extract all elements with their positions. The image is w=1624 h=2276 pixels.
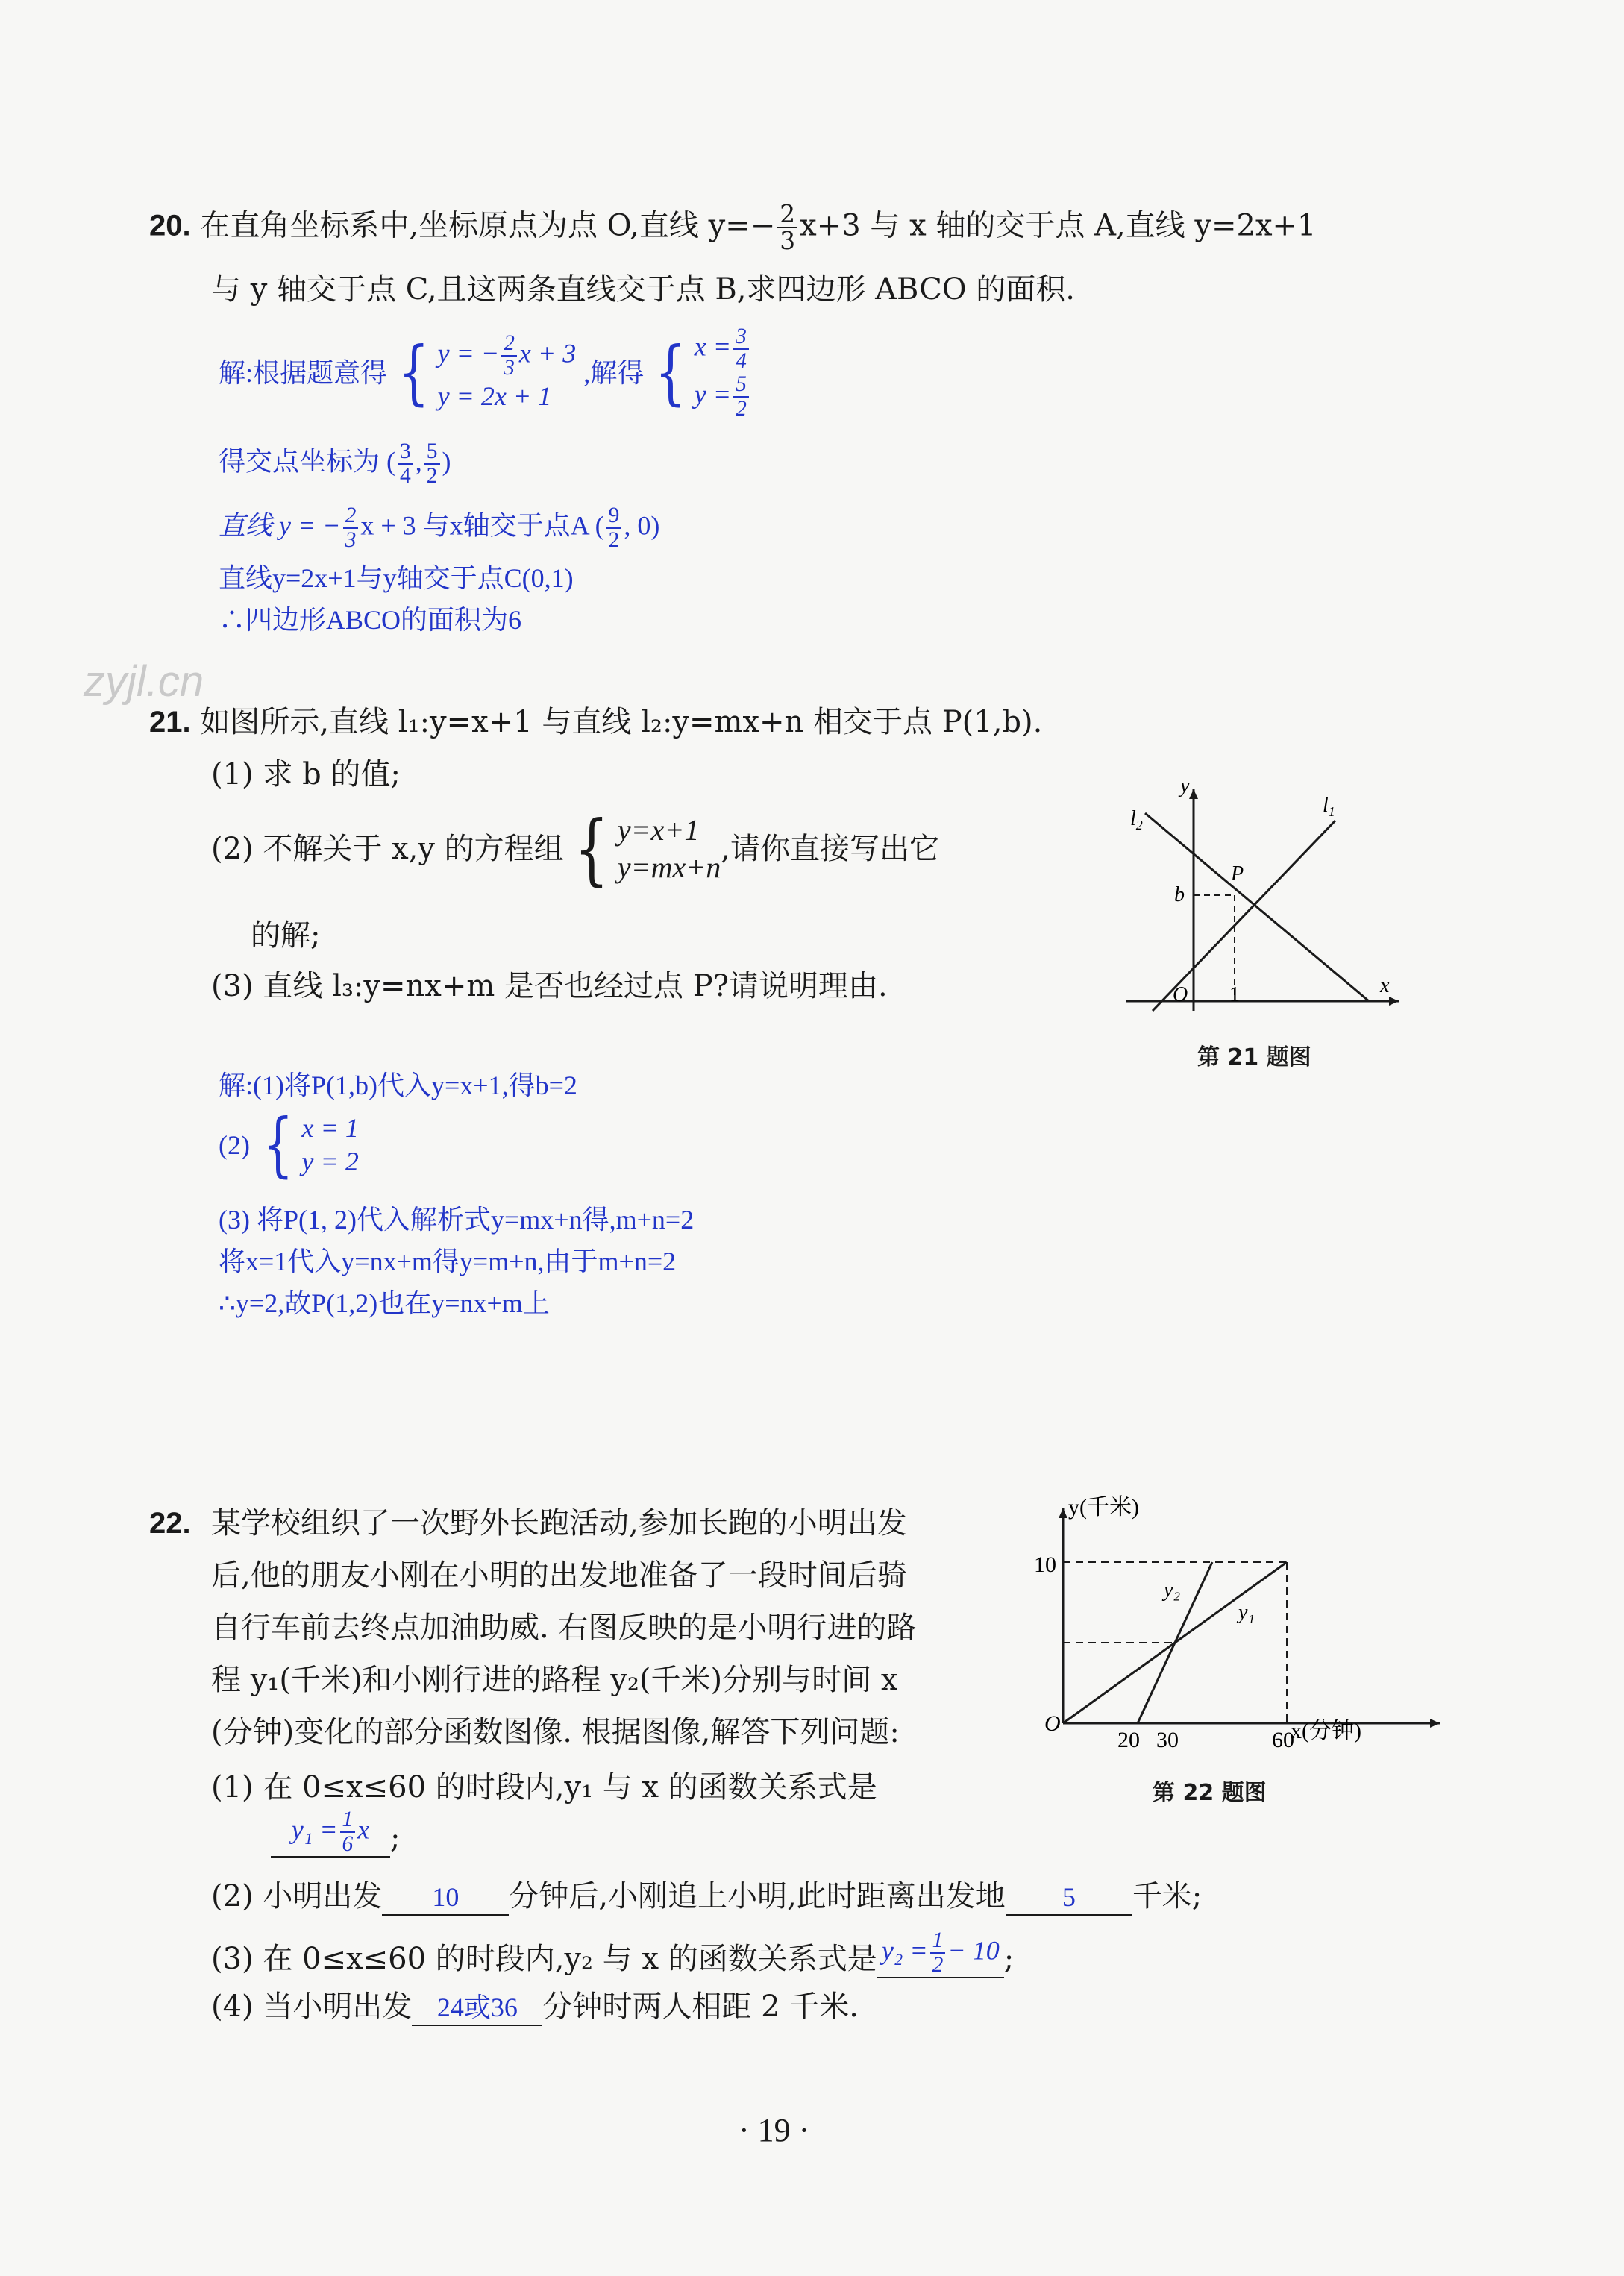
q22-part1: (1) 在 0≤x≤60 的时段内,y₁ 与 x 的函数关系式是	[211, 1770, 877, 1805]
q21-line-l2	[1145, 813, 1369, 1001]
q20-fraction: $\frac{2}{3}$	[777, 201, 797, 254]
q22-stem-line-1: 某学校组织了一次野外长跑活动,参加长跑的小明出发	[211, 1506, 907, 1540]
q20-text-b: x+3 与 x 轴的交于点 A,直线 y=2x+1	[800, 208, 1317, 243]
q21-answer-3a: (3) 将P(1, 2)代入解析式y=mx+n得,m+n=2	[219, 1205, 695, 1235]
q21-label-b: b	[1174, 883, 1185, 906]
q21-part2-cont: 的解;	[251, 918, 321, 953]
q22-part1-end: ;	[390, 1820, 401, 1855]
q22-part1-answer-row	[271, 1808, 400, 1858]
q21-y-axis-arrow	[1189, 789, 1198, 799]
q21-x-axis-arrow	[1389, 997, 1399, 1006]
q22-part2-answer-2: 5	[1006, 1880, 1132, 1916]
q20-answer-prefix: 解:根据题意得	[219, 357, 388, 388]
q22-x-label: x(分钟)	[1291, 1719, 1361, 1743]
q20-answer-line-C: 直线y=2x+1与y轴交于点C(0,1)	[219, 563, 574, 593]
q22-stem-line-2: 后,他的朋友小刚在小明的出发地准备了一段时间后骑	[211, 1558, 907, 1593]
q21-figure	[1112, 776, 1410, 1015]
q22-stem-line-3: 自行车前去终点加油助威. 右图反映的是小明行进的路	[211, 1611, 917, 1645]
q22-part4: (4) 当小明出发 24或36 分钟时两人相距 2 千米.	[211, 1987, 859, 2026]
q22-x-axis-arrow	[1430, 1719, 1440, 1728]
q21-answer-3c: ∴y=2,故P(1,2)也在y=nx+m上	[219, 1288, 550, 1318]
q20-answer-conclusion: ∴四边形ABCO的面积为6	[219, 605, 522, 635]
q22-part2-answer-1: 10	[382, 1880, 509, 1916]
watermark: zyjl.cn	[84, 657, 204, 706]
q22-tick-y-10: 10	[1034, 1552, 1056, 1577]
q20-line1	[149, 201, 1316, 254]
q21-figure-caption: 第 21 题图	[1197, 1044, 1311, 1070]
q22-y-label: y(千米)	[1068, 1495, 1139, 1520]
q20-answer-line-A: 直线 y = − $\frac{2}{3}$ x + 3 与x轴交于点A ( $\frac{9}{2}$ , 0)	[219, 504, 660, 552]
q22-tick-x-30: 30	[1156, 1728, 1179, 1752]
q22-part1-answer: y₁ = $\frac{1}{6}$ x	[271, 1808, 390, 1858]
q20-text-a: 在直角坐标系中,坐标原点为点 O,直线 y=−	[200, 208, 776, 243]
q22-label-y1: y₁	[1238, 1601, 1255, 1624]
q22-stem-line-5: (分钟)变化的部分函数图像. 根据图像,解答下列问题:	[211, 1715, 900, 1749]
q22-figure-caption: 第 22 题图	[1153, 1780, 1267, 1806]
q22-number: 22.	[149, 1507, 191, 1540]
q21-part1: (1) 求 b 的值;	[211, 757, 401, 791]
q22-tick-x-20: 20	[1117, 1728, 1140, 1752]
q22-figure	[1022, 1492, 1455, 1753]
q21-number: 21.	[149, 706, 191, 739]
q22-y-axis-arrow	[1059, 1508, 1067, 1518]
q21-label-1: 1	[1229, 983, 1240, 1006]
q21-part3: (3) 直线 l₃:y=nx+m 是否也经过点 P?请说明理由.	[211, 969, 888, 1003]
q22-origin: O	[1044, 1711, 1061, 1736]
page-number: · 19 ·	[739, 2112, 810, 2148]
q21-label-x: x	[1380, 974, 1390, 997]
q20-answer-point: 得交点坐标为 ( $\frac{3}{4}$ , $\frac{5}{2}$ )	[219, 439, 451, 488]
q21-label-y: y	[1180, 776, 1190, 797]
q22-part2: (2) 小明出发 10 分钟后,小刚追上小明,此时距离出发地 5 千米;	[211, 1877, 1202, 1916]
q21-line-l1	[1153, 821, 1335, 1011]
q21-label-l1: $l_1$	[1323, 794, 1335, 819]
q22-part4-answer: 24或36	[412, 1990, 542, 2026]
q21-answer-1: 解:(1)将P(1,b)代入y=x+1,得b=2	[219, 1070, 577, 1100]
q22-stem-line-4: 程 y₁(千米)和小刚行进的路程 y₂(千米)分别与时间 x	[211, 1663, 898, 1697]
q20-answer-system	[219, 325, 751, 421]
q20-answer-solution: { x = $\frac{3}{4}$ y = $\frac{5}{2}$	[648, 325, 751, 421]
q21-label-O: O	[1173, 983, 1188, 1006]
q21-stem-text: 如图所示,直线 l₁:y=x+1 与直线 l₂:y=mx+n 相交于点 P(1,b).	[200, 705, 1043, 739]
q20-line2: 与 y 轴交于点 C,且这两条直线交于点 B,求四边形 ABCO 的面积.	[211, 272, 1076, 307]
q21-answer-2: (2) { x = 1 y = 2	[219, 1104, 359, 1185]
q20-answer-equations: { y = − $\frac{2}{3}$ x + 3 y = 2x + 1	[398, 331, 577, 414]
q21-stem	[149, 703, 1042, 742]
q21-label-l2: $l_2$	[1130, 807, 1143, 833]
q20-number: 20.	[149, 209, 191, 242]
q20-answer-mid: ,解得	[583, 357, 645, 388]
q22-label-y2: y₂	[1164, 1579, 1181, 1602]
q22-tick-x-60: 60	[1272, 1728, 1294, 1752]
q21-label-P: P	[1231, 862, 1244, 885]
q21-answer-3b: 将x=1代入y=nx+m得y=m+n,由于m+n=2	[219, 1247, 677, 1276]
q21-part2: (2) 不解关于 x,y 的方程组 { y=x+1 y=mx+n ,请你直接写出它	[211, 803, 939, 894]
q22-part3-answer: y₂ = $\frac{1}{2}$ − 10	[877, 1929, 1004, 1978]
q22-part3: (3) 在 0≤x≤60 的时段内,y₂ 与 x 的函数关系式是 y₂ = $\frac{1}{2}$ − 10 ;	[211, 1928, 1015, 1977]
